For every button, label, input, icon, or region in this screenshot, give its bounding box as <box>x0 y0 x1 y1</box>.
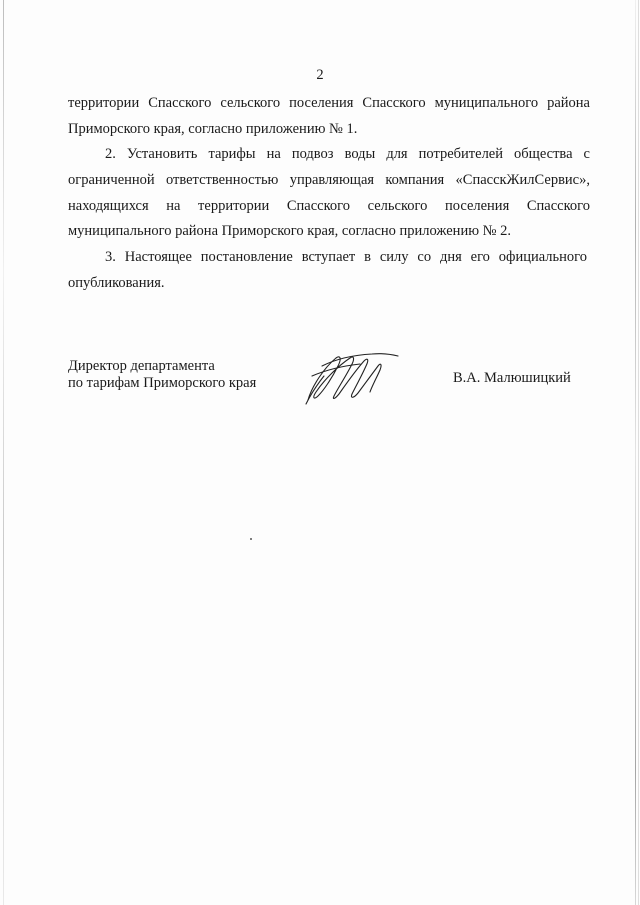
paragraph-2-line-3: находящихся на территории Спасского сельского поселения Спасского <box>68 198 590 214</box>
signatory-position <box>68 358 256 392</box>
paragraph-3-line-1: 3. Настоящее постановление вступает в силу со дня его официального <box>105 249 587 265</box>
paragraph-3-line-2: опубликования. <box>68 275 165 291</box>
handwritten-signature <box>302 346 402 408</box>
paragraph-2-line-2: ограниченной ответственностью управляющая компания «СпасскЖилСервис», <box>68 172 590 188</box>
page-number: 2 <box>316 67 324 83</box>
paragraph-2-line-4: муниципального района Приморского края, согласно приложению № 2. <box>68 223 511 239</box>
signatory-position-line-2: по тарифам Приморского края <box>68 375 257 391</box>
scan-edge-left <box>3 0 4 905</box>
scan-edge-right <box>635 0 636 905</box>
signatory-position-line-1: Директор департамента <box>68 358 215 374</box>
paragraph-1-line-1: территории Спасского сельского поселения Спасского муниципального района <box>68 95 590 111</box>
scan-speck <box>250 538 252 540</box>
scan-edge-right-outer <box>638 0 639 905</box>
paragraph-2-line-1: 2. Установить тарифы на подвоз воды для потребителей общества с <box>105 146 590 162</box>
signatory-name: В.А. Малюшицкий <box>453 370 571 386</box>
paragraph-1-line-2: Приморского края, согласно приложению № 1. <box>68 121 358 137</box>
